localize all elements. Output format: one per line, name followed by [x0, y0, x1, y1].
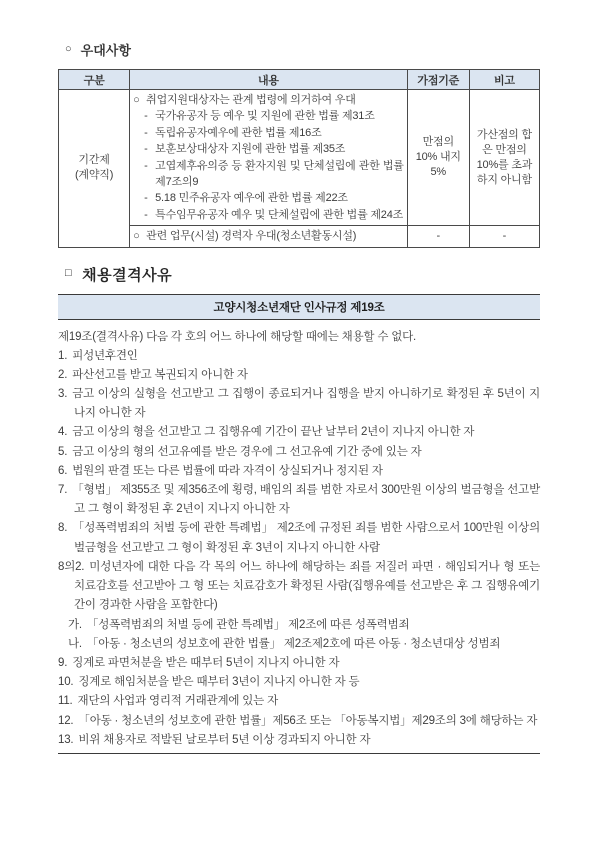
disqualification-section-heading	[65, 264, 540, 285]
category-line: (계약직)	[74, 169, 114, 182]
list-item	[58, 462, 540, 481]
item-text: 피성년후견인	[72, 349, 138, 362]
item-number: 8의2.	[58, 560, 85, 573]
item-text: 「아동 · 청소년의 성보호에 관한 법률」 제2조제2호에 따른 아동 · 청소년대상 성범죄	[86, 637, 501, 650]
item-text: 파산선고를 받고 복권되지 아니한 자	[72, 368, 248, 381]
content-line-text: 취업지원대상자는 관계 법령에 의거하여 우대	[146, 94, 356, 106]
item-text: 재단의 사업과 영리적 거래관계에 있는 자	[77, 695, 278, 708]
list-marker: -	[144, 110, 148, 123]
item-number: 가.	[68, 618, 82, 631]
list-item	[58, 366, 540, 385]
content-line	[133, 141, 404, 157]
item-number: 6.	[58, 464, 68, 477]
item-text: 비위 채용자로 적발된 날로부터 5년 이상 경과되지 아니한 자	[78, 733, 371, 746]
list-item	[58, 616, 540, 635]
item-number: 11.	[58, 695, 73, 708]
category-cell	[59, 90, 130, 248]
item-number: 3.	[58, 388, 68, 401]
list-marker: ○	[133, 94, 140, 106]
content-line-text: 고엽제후유의증 등 환자지원 및 단체설립에 관한 법률 제7조의9	[155, 159, 404, 189]
score-cell: 만점의 10% 내지 5%	[407, 90, 469, 226]
item-text: 미성년자에 대한 다음 각 목의 어느 하나에 해당하는 죄를 저질러 파면 · 해임되거나 형 또는 치료감호를 선고받아 그 형 또는 치료감호가 확정된 사람(집행유예를 선고받은 후 그 집행유예기간이 경과한 사람을 포함한다)	[74, 560, 540, 612]
item-number: 7.	[58, 484, 68, 497]
regulation-banner: 고양시청소년재단 인사규정 제19조	[58, 294, 540, 320]
item-text: 「형법」 제355조 및 제356조에 횡령, 배임의 죄를 범한 자로서 300만원 이상의 벌금형을 선고받고 그 형이 확정된 후 2년이 지나지 아니한 자	[72, 484, 540, 516]
list-marker: -	[144, 159, 148, 172]
item-text: 「성폭력범죄의 처벌 등에 관한 특례법」 제2조에 따른 성폭력범죄	[86, 618, 410, 631]
score-cell: -	[407, 226, 469, 247]
item-text: 금고 이상의 형의 선고유예를 받은 경우에 그 선고유예 기간 중에 있는 자	[72, 445, 422, 458]
item-text: 금고 이상의 실형을 선고받고 그 집행이 종료되거나 집행을 받지 아니하기로 확정된 후 5년이 지나지 아니한 자	[72, 388, 540, 420]
article-intro: 제19조(결격사유) 다음 각 호의 어느 하나에 해당할 때에는 채용할 수 없다.	[58, 330, 417, 343]
col-header-category: 구분	[59, 70, 130, 90]
col-header-note: 비고	[469, 70, 539, 90]
list-item	[58, 347, 540, 366]
item-number: 12.	[58, 714, 74, 727]
item-text: 법원의 판결 또는 다른 법률에 따라 자격이 상실되거나 정지된 자	[72, 464, 383, 477]
item-number: 5.	[58, 445, 68, 458]
circle-bullet-icon: ○	[133, 230, 140, 243]
list-item	[58, 385, 540, 423]
content-line	[133, 125, 404, 141]
list-item	[58, 692, 540, 711]
content-line-text: 5.18 민주유공자 예우에 관한 법률 제22조	[155, 192, 348, 205]
content-line-text: 독립유공자예우에 관한 법률 제16조	[155, 126, 322, 139]
content-line-text: 보훈보상대상자 지원에 관한 법률 제35조	[155, 143, 346, 156]
item-number: 10.	[58, 676, 74, 689]
preferential-table	[58, 69, 540, 248]
list-item	[58, 635, 540, 654]
content-line	[133, 190, 404, 206]
col-header-score: 가점기준	[407, 70, 469, 90]
item-number: 4.	[58, 426, 68, 439]
row2-content-text: 관련 업무(시설) 경력자 우대(청소년활동시설)	[146, 230, 357, 243]
content-line-text: 특수임무유공자 예우 및 단체설립에 관한 법률 제24조	[155, 208, 404, 221]
circle-bullet-icon: ○	[65, 42, 72, 55]
note-cell: -	[469, 226, 539, 247]
list-item	[58, 654, 540, 673]
table-header-row	[59, 70, 540, 90]
content-line	[133, 108, 404, 124]
list-marker: -	[144, 208, 148, 221]
item-text: 금고 이상의 형을 선고받고 그 집행유예 기간이 끝난 날부터 2년이 지나지 아니한 자	[72, 426, 475, 439]
content-line	[133, 92, 404, 108]
list-marker: -	[144, 192, 148, 205]
content-line	[133, 158, 404, 191]
item-text: 「성폭력범죄의 처벌 등에 관한 특례법」 제2조에 규정된 죄를 범한 사람으로서 100만원 이상의 벌금형을 선고받고 그 형이 확정된 후 3년이 지나지 아니한 사람	[72, 522, 540, 554]
item-number: 13.	[58, 733, 74, 746]
content-line	[133, 207, 404, 223]
table-row	[59, 90, 540, 226]
preferential-section-title: 우대사항	[80, 43, 131, 58]
item-number: 9.	[58, 656, 68, 669]
square-bullet-icon: □	[65, 267, 73, 280]
preferential-section-heading	[65, 40, 540, 59]
content-cell	[130, 226, 408, 247]
content-line-text: 국가유공자 등 예우 및 지원에 관한 법률 제31조	[155, 110, 375, 123]
category-line: 기간제	[78, 154, 110, 167]
col-header-content: 내용	[130, 70, 408, 90]
note-cell: 가산점의 합은 만점의 10%를 초과하지 아니함	[469, 90, 539, 226]
list-item	[58, 481, 540, 519]
list-marker: -	[144, 126, 148, 139]
disqualification-items-list	[58, 347, 540, 750]
list-item	[58, 443, 540, 462]
list-item	[58, 519, 540, 557]
item-text: 「아동 · 청소년의 성보호에 관한 법률」제56조 또는 「아동복지법」제29조의 3에 해당하는 자	[78, 714, 538, 727]
list-item	[58, 673, 540, 692]
list-marker: -	[144, 143, 148, 156]
item-number: 나.	[68, 637, 82, 650]
item-number: 8.	[58, 522, 68, 535]
list-item	[58, 731, 540, 750]
item-number: 1.	[58, 349, 68, 362]
list-item	[58, 558, 540, 616]
table-row	[59, 226, 540, 247]
list-item	[58, 712, 540, 731]
item-number: 2.	[58, 368, 68, 381]
item-text: 징계로 해임처분을 받은 때부터 3년이 지나지 아니한 자 등	[78, 676, 360, 689]
section-bottom-divider	[58, 753, 540, 754]
disqualification-section-title: 채용결격사유	[82, 266, 173, 284]
list-item	[58, 423, 540, 442]
content-cell	[130, 90, 408, 226]
item-text: 징계로 파면처분을 받은 때부터 5년이 지나지 아니한 자	[72, 656, 340, 669]
